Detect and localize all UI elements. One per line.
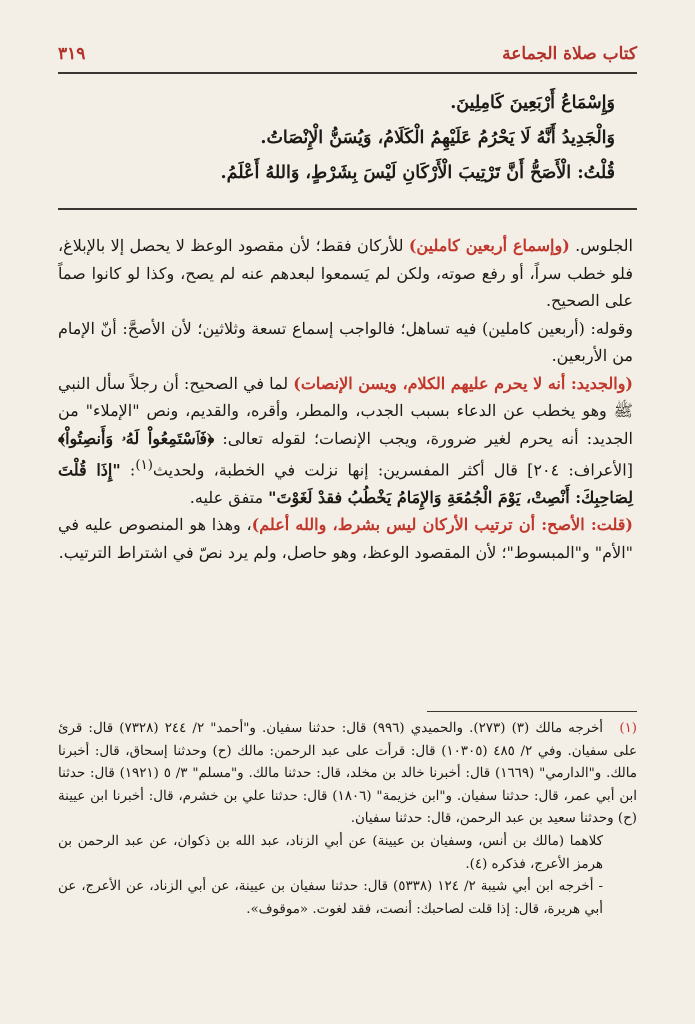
commentary-paragraph — [58, 370, 633, 512]
footnote-item — [58, 876, 637, 921]
footnotes — [58, 718, 637, 921]
footnote-reference[interactable]: (١) — [135, 458, 153, 473]
header-rule — [58, 72, 637, 74]
footnote-text: - أخرجه ابن أبي شيبة ٢/ ١٢٤ (٥٣٣٨) قال: حدثنا سفيان بن عيينة، عن أبي الزناد، عن الأعرج، عن أبي هريرة، قال: إذا قلت لصاحبك: أنصت، فقد لغوت. «موقوف». — [58, 879, 603, 917]
commentary-paragraph — [58, 232, 633, 315]
commentary — [58, 232, 633, 566]
commentary-text: وقوله: (أربعين كاملين) فيه تساهل؛ فالواجب إسماع تسعة وثلاثين؛ لأن الأصحَّ: أنّ الإمام من الأربعين. — [58, 318, 633, 365]
footnote-item — [58, 831, 637, 876]
matn-line: قُلْتُ: الْأَصَحُّ أَنَّ تَرْتِيبَ الْأَرْكَانِ لَيْسَ بِشَرْطٍ، وَاللهُ أَعْلَمُ. — [220, 163, 615, 183]
commentary-text: [الأعراف: ٢٠٤] قال أكثر المفسرين: إنها نزلت في الخطبة، ولحديث — [152, 460, 633, 480]
commentary-text: لما في الصحيح: أن رجلاً سأل النبي ﷺ وهو يخطب عن الدعاء بسبب الجدب، والمطر، وأقره، والقديم، ونص "الإملاء" من الجديد: أنه يحرم لغير ضرورة، ويجب الإنصات؛ لقوله تعالى: — [58, 373, 633, 448]
footnote-text: كلاهما (مالك بن أنس، وسفيان بن عيينة) عن أبي الزناد، عبد الله بن ذكوان، عن عبد الرحمن بن هرمز الأعرج، فذكره (٤). — [58, 833, 603, 872]
commentary-text: : — [120, 460, 136, 480]
matn-quote: (قلت: الأصح: أن ترتيب الأركان ليس بشرط، والله أعلم) — [251, 515, 634, 535]
commentary-text: ، وهذا هو المنصوص عليه في "الأم" و"المبسوط"؛ لأن المقصود الوعظ، وهو حاصل، ولم يرد نصّ في اشتراط الترتيب. — [58, 515, 633, 562]
quran-verse: ﴿فَٱسْتَمِعُواْ لَهُۥ وَأَنصِتُواْ﴾ — [58, 428, 215, 448]
footnote-item — [58, 718, 637, 831]
matn-text — [60, 86, 615, 191]
commentary-paragraph — [58, 315, 633, 370]
running-head — [58, 44, 637, 74]
commentary-text: للأركان فقط؛ لأن مقصود الوعظ لا يحصل إلا بالإبلاغ، فلو خطب سراً، أو رفع صوته، ولكن لم يَسمعوا لبعدهم عنه لم يصح، وكذا لو كانوا صماً على الصحيح. — [58, 236, 633, 310]
commentary-text: الجلوس. — [569, 236, 634, 255]
commentary-text: متفق عليه. — [189, 487, 269, 507]
matn-quote: (وإسماع أربعين كاملين) — [408, 236, 570, 255]
matn-line: وَإِسْمَاعُ أَرْبَعِينَ كَامِلِينَ. — [450, 93, 615, 113]
footnote-text: أخرجه مالك (٣) (٢٧٣). والحميدي (٩٩٦) قال: حدثنا سفيان. و"أحمد" ٢/ ٢٤٤ (٧٣٢٨) قال: قرئ على سفيان. وفي ٢/ ٤٨٥ (١٠٣٠٥) قال: قرأت على عبد الرحمن: مالك (ح) وحدثنا إسحاق، قال: أخبرنا مالك. و"الدارمي" (١٦٦٩) قال: أخبرنا خالد بن مخلد، قال: حدثنا مالك. و"مسلم" ٣/ ٥ (١٩٢١) قال: حدثنا ابن أبي عمر، قال: حدثنا سفيان. و"ابن خزيمة" (١٨٠٦) قال: حدثنا علي بن خشرم، قال: أخبرنا ابن عيينة (ح) وحدثنا سعيد بن عبد الرحمن، قال: حدثنا سفيان. — [58, 721, 637, 827]
footnote-rule — [427, 711, 637, 712]
book-title: كتاب صلاة الجماعة — [502, 44, 637, 64]
commentary-paragraph — [58, 511, 633, 566]
matn-divider — [58, 208, 637, 210]
footnote-marker: (١) — [619, 721, 637, 736]
hadith-text: "إِذَا قُلْتَ لِصَاحِبِكَ: أَنْصِتْ، يَوْمَ الْجُمُعَةِ وَالإِمَامُ يَخْطُبُ فقدْ لَغَوْتَ" — [58, 460, 633, 507]
page-number: ٣١٩ — [58, 44, 86, 64]
matn-quote: (والجديد: أنه لا يحرم عليهم الكلام، ويسن الإنصات) — [293, 373, 634, 393]
matn-line: وَالْجَدِيدُ أَنَّهُ لَا يَحْرُمُ عَلَيْهِمُ الْكَلَامُ، وَيُسَنُّ الْإِنْصَاتُ. — [260, 128, 615, 148]
